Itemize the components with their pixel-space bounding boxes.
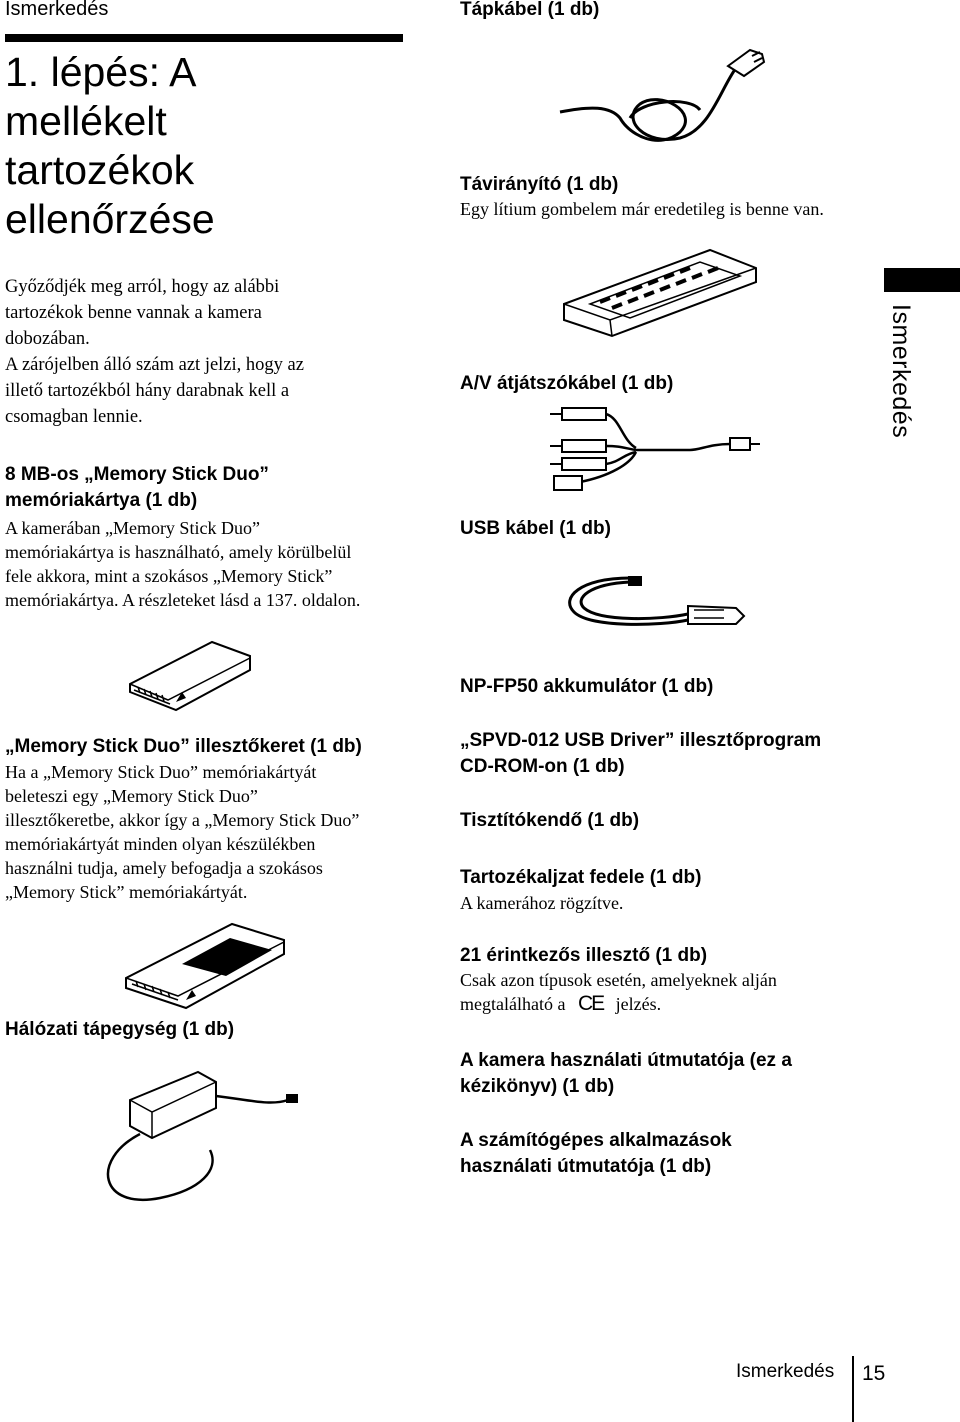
usb-cable-title: USB kábel (1 db)	[460, 518, 611, 539]
intro-line: A zárójelben álló szám azt jelzi, hogy az	[5, 355, 304, 375]
intro-line: illető tartozékból hány darabnak kell a	[5, 381, 290, 401]
page-title	[5, 48, 405, 244]
ac-adaptor-title: Hálózati tápegység (1 db)	[5, 1019, 235, 1040]
memory-stick-desc-line: memóriakártya is használható, amely körülbelül	[5, 542, 352, 562]
computer-guide-title-line: használati útmutatója (1 db)	[460, 1156, 712, 1177]
adaptor-desc-line: használni tudja, amely befogadja a szokásos	[5, 858, 323, 878]
spvd-title-line: „SPVD-012 USB Driver” illesztőprogram	[460, 730, 822, 751]
shoe-cap-title: Tartozékaljzat fedele (1 db)	[460, 867, 702, 888]
intro-line: Győződjék meg arról, hogy az alábbi	[5, 277, 280, 297]
usb-cable-illustration	[560, 568, 760, 648]
remote-description: Egy lítium gombelem már eredetileg is benne van.	[460, 199, 824, 219]
shoe-cap-description: A kamerához rögzítve.	[460, 893, 624, 913]
side-section-tab	[884, 268, 960, 440]
adaptor-desc-line: beleteszi egy „Memory Stick Duo”	[5, 786, 258, 806]
adaptor-desc-line: „Memory Stick” memóriakártyát.	[5, 882, 248, 902]
power-cord-title: Tápkábel (1 db)	[460, 0, 600, 20]
power-cord-illustration	[550, 40, 780, 150]
ac-adaptor-illustration	[100, 1060, 310, 1210]
side-tab-label: Ismerkedés	[887, 304, 915, 439]
title-rule	[5, 34, 403, 42]
intro-line: dobozában.	[5, 329, 90, 349]
intro-paragraph	[5, 274, 425, 430]
battery-title: NP-FP50 akkumulátor (1 db)	[460, 676, 714, 697]
title-line: 1. lépés: A	[5, 49, 197, 95]
footer-section-label: Ismerkedés	[736, 1361, 835, 1382]
pin-adaptor-title: 21 érintkezős illesztő (1 db)	[460, 945, 708, 966]
computer-guide-title	[460, 1128, 900, 1180]
memory-stick-adaptor-illustration	[122, 914, 288, 1010]
intro-line: csomagban lennie.	[5, 407, 143, 427]
pin-adaptor-desc-after: jelzés.	[615, 994, 662, 1014]
memory-stick-duo-illustration	[126, 640, 256, 712]
memory-stick-desc-line: memóriakártya. A részleteket lásd a 137. oldalon.	[5, 590, 361, 610]
page-number: 15	[862, 1362, 886, 1385]
memory-stick-desc-line: A kamerában „Memory Stick Duo”	[5, 518, 260, 538]
manual-title	[460, 1048, 900, 1100]
spvd-title	[460, 728, 900, 780]
section-label: Ismerkedés	[5, 0, 109, 20]
memory-stick-desc-line: fele akkora, mint a szokásos „Memory Stick”	[5, 566, 333, 586]
memory-stick-title-line: 8 MB-os „Memory Stick Duo”	[5, 464, 269, 485]
spvd-title-line: CD-ROM-on (1 db)	[460, 756, 625, 777]
adaptor-desc-line: memóriakártyát minden olyan készülékben	[5, 834, 316, 854]
title-line: mellékelt	[5, 98, 167, 144]
memory-stick-title-line: memóriakártya (1 db)	[5, 490, 198, 511]
manual-title-line: A kamera használati útmutatója (ez a	[460, 1050, 792, 1071]
memory-stick-description	[5, 516, 435, 612]
memory-stick-title	[5, 462, 425, 514]
adaptor-desc-line: illesztőkeretbe, akkor így a „Memory Stick Duo”	[5, 810, 360, 830]
av-cable-title: A/V átjátszókábel (1 db)	[460, 373, 674, 394]
remote-title: Távirányító (1 db)	[460, 174, 619, 195]
pin-adaptor-desc-before: megtalálható a	[460, 994, 566, 1014]
title-line: ellenőrzése	[5, 196, 215, 242]
av-cable-illustration	[540, 404, 770, 496]
computer-guide-title-line: A számítógépes alkalmazások	[460, 1130, 732, 1151]
pin-adaptor-description	[460, 968, 900, 1016]
footer-divider	[852, 1356, 854, 1422]
ce-mark: CE	[577, 992, 604, 1015]
adaptor-description	[5, 760, 435, 904]
pin-adaptor-desc-line2	[460, 992, 900, 1016]
adaptor-title: „Memory Stick Duo” illesztőkeret (1 db)	[5, 736, 362, 757]
intro-line: tartozékok benne vannak a kamera	[5, 303, 262, 323]
cloth-title: Tisztítókendő (1 db)	[460, 810, 640, 831]
side-tab-block	[884, 268, 960, 292]
title-line: tartozékok	[5, 147, 195, 193]
remote-commander-illustration	[560, 244, 760, 344]
adaptor-desc-line: Ha a „Memory Stick Duo” memóriakártyát	[5, 762, 317, 782]
pin-adaptor-desc-line: Csak azon típusok esetén, amelyeknek alján	[460, 970, 777, 990]
manual-title-line: kézikönyv) (1 db)	[460, 1076, 615, 1097]
